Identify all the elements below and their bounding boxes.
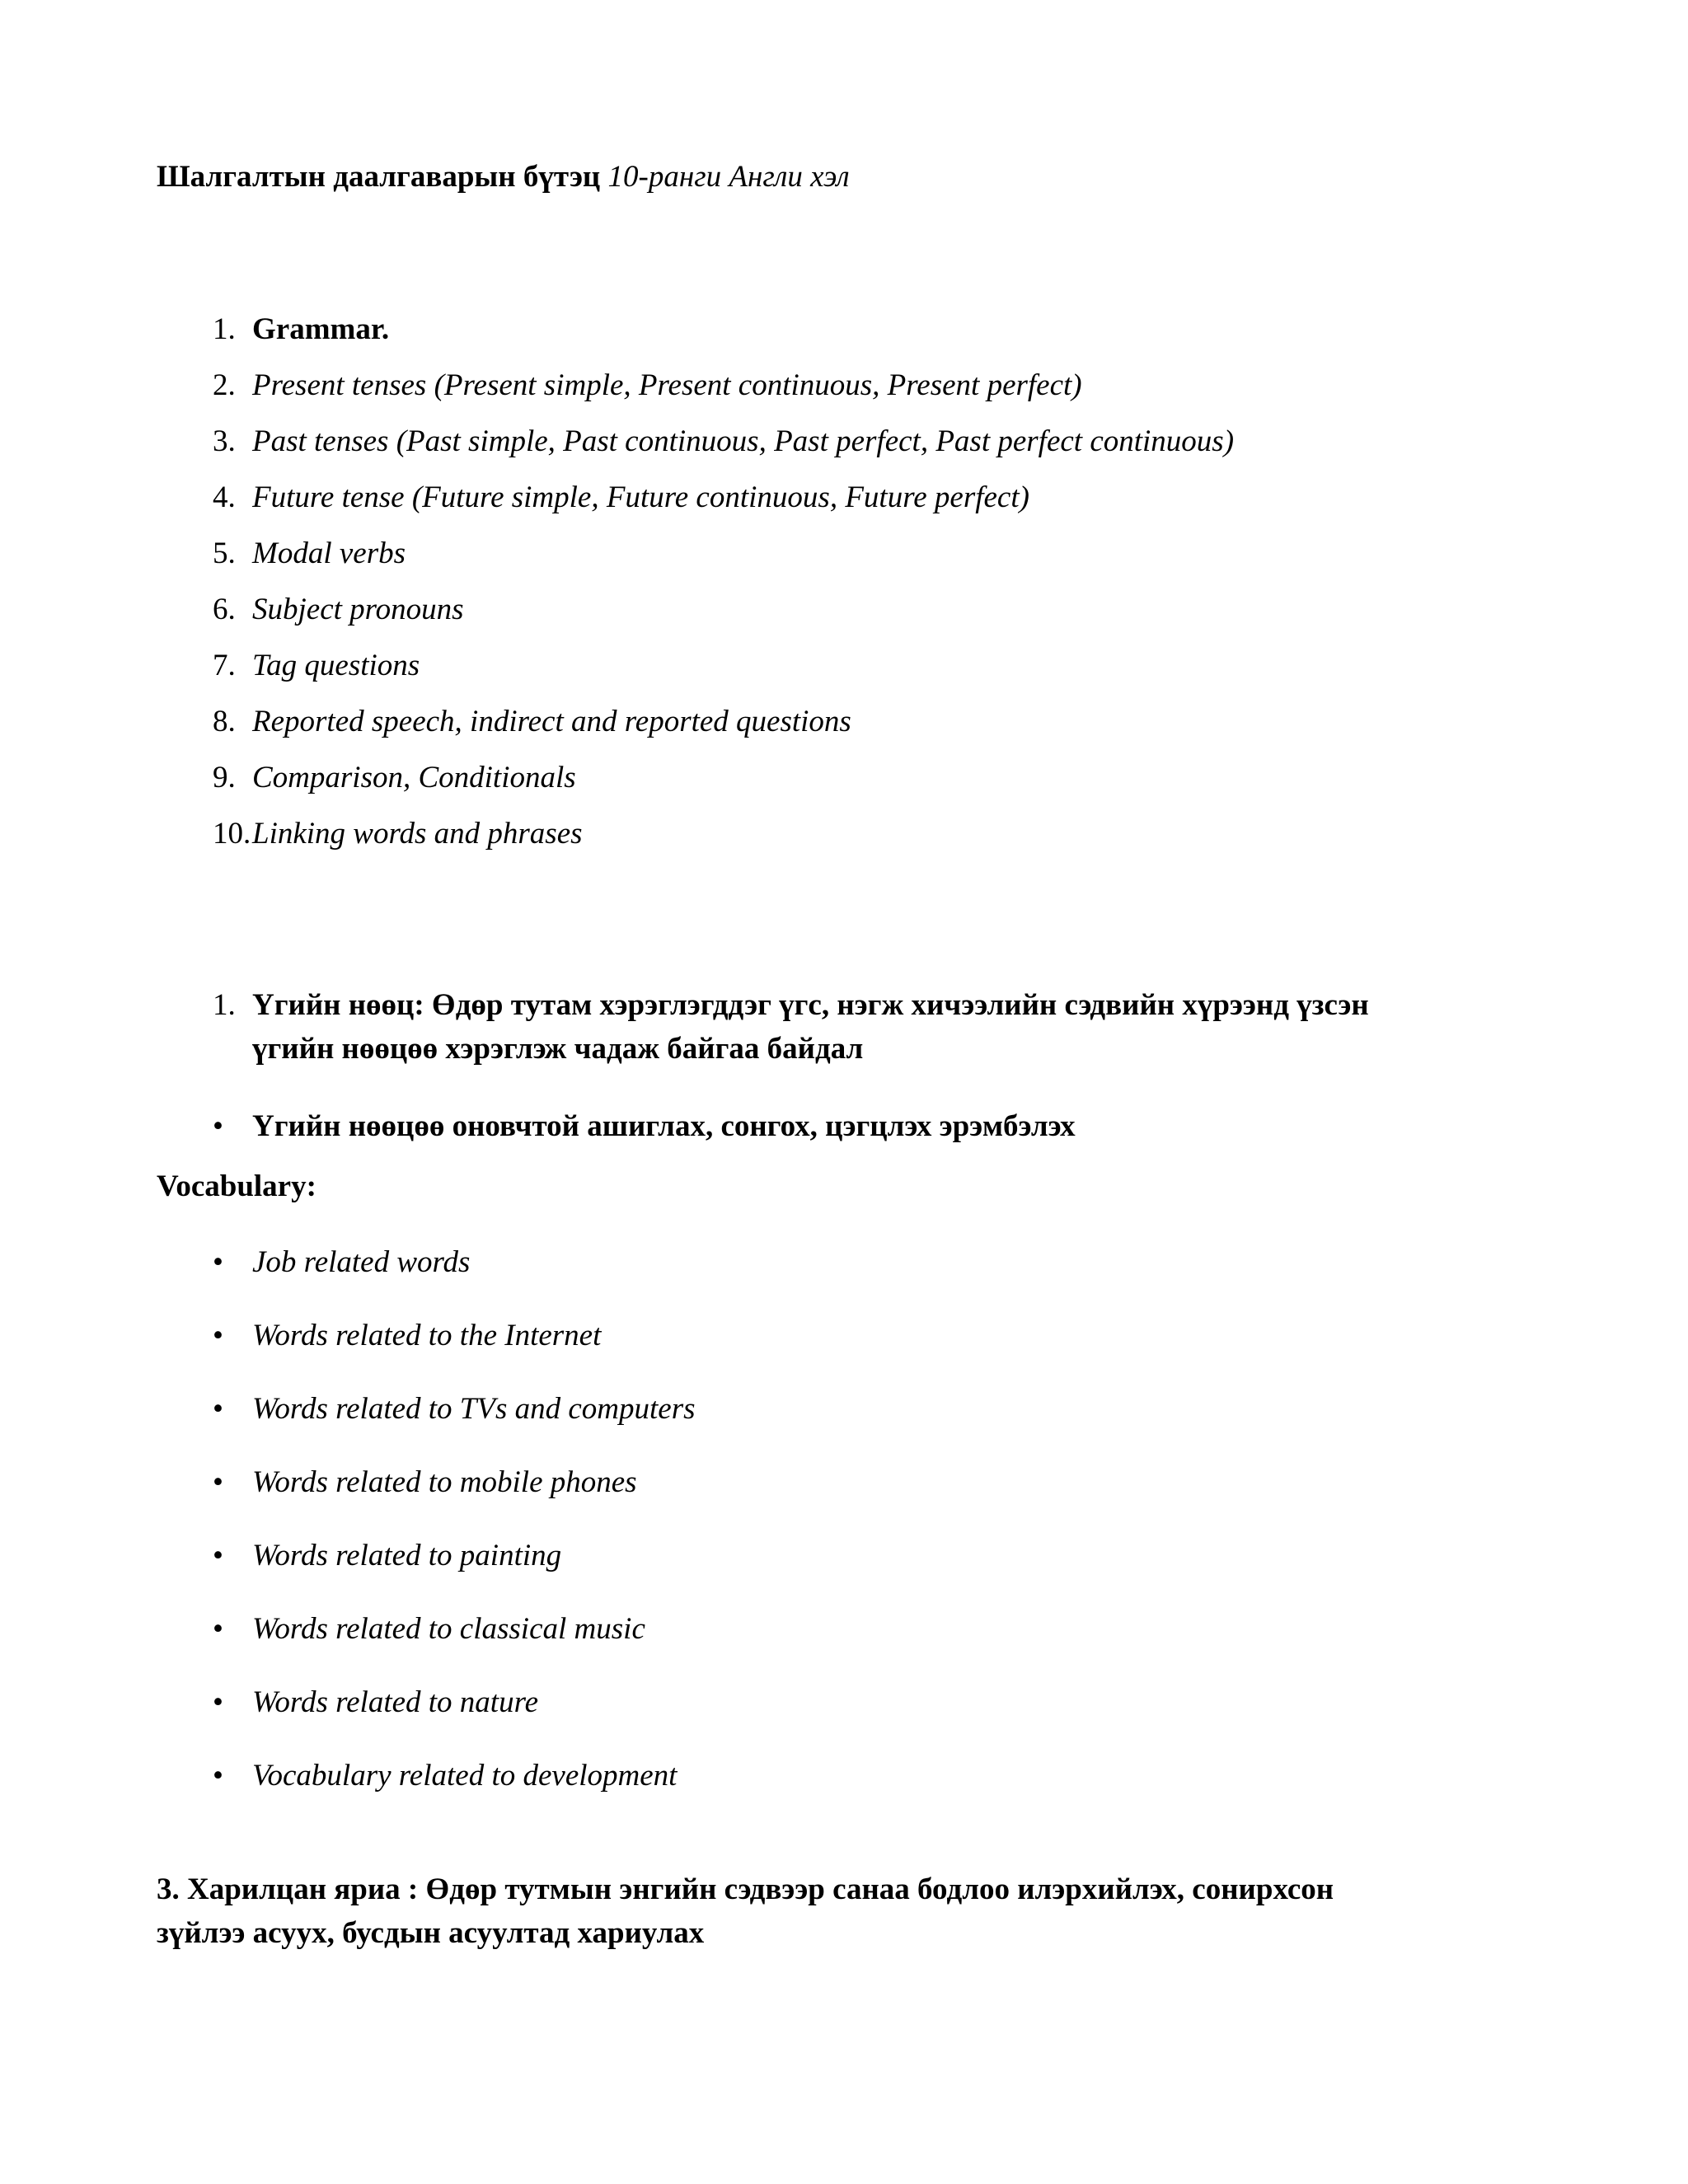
list-number: 10. bbox=[213, 817, 251, 851]
bullet-icon: • bbox=[213, 1612, 223, 1646]
title-italic: 10-ранги Англи хэл bbox=[607, 160, 850, 194]
list-item: Words related to nature bbox=[252, 1685, 539, 1719]
page-title bbox=[157, 157, 850, 198]
bullet-icon: • bbox=[213, 1539, 223, 1572]
list-item: Job related words bbox=[252, 1245, 471, 1279]
bullet-icon: • bbox=[213, 1685, 223, 1719]
speaking-heading-line1: 3. Харилцан яриа : Өдөр тутмын энгийн сэдвээр санаа бодлоо илэрхийлэх, сонирхсон bbox=[157, 1872, 1334, 1906]
list-item: Words related to painting bbox=[252, 1539, 562, 1572]
bullet-icon: • bbox=[213, 1392, 223, 1426]
list-item: Words related to classical music bbox=[252, 1612, 645, 1646]
list-number: 2. bbox=[213, 368, 236, 402]
list-item: Past tenses (Past simple, Past continuous, Past perfect, Past perfect continuous) bbox=[252, 424, 1235, 458]
list-number: 7. bbox=[213, 649, 236, 682]
bullet-icon: • bbox=[213, 1319, 223, 1352]
bullet-icon: • bbox=[213, 1759, 223, 1793]
bullet-icon: • bbox=[213, 1465, 223, 1499]
list-number: 5. bbox=[213, 537, 236, 570]
bullet-text: Үгийн нөөцөө оновчтой ашиглах, сонгох, цэгцлэх эрэмбэлэх bbox=[252, 1109, 1076, 1143]
list-item: Words related to mobile phones bbox=[252, 1465, 637, 1499]
list-item: Words related to TVs and computers bbox=[252, 1392, 696, 1426]
list-item: Present tenses (Present simple, Present continuous, Present perfect) bbox=[252, 368, 1082, 402]
list-number: 9. bbox=[213, 761, 236, 794]
list-number: 3. bbox=[213, 424, 236, 458]
list-item: Words related to the Internet bbox=[252, 1319, 602, 1352]
list-number: 1. bbox=[213, 312, 236, 346]
list-item: Subject pronouns bbox=[252, 593, 464, 626]
list-item: Modal verbs bbox=[252, 537, 406, 570]
list-item: Vocabulary related to development bbox=[252, 1759, 678, 1793]
speaking-heading-line2: зүйлээ асуух, бусдын асуултад хариулах bbox=[157, 1916, 705, 1950]
title-bold: Шалгалтын даалгаварын бүтэц bbox=[157, 160, 601, 194]
list-item: Reported speech, indirect and reported questions bbox=[252, 705, 851, 738]
list-number: 8. bbox=[213, 705, 236, 738]
bullet-icon: • bbox=[213, 1245, 223, 1279]
section-heading-line1: Үгийн нөөц: Өдөр тутам хэрэглэгддэг үгс, нэгж хичээлийн сэдвийн хүрээнд үзсэн bbox=[252, 988, 1369, 1022]
vocabulary-label: Vocabulary: bbox=[157, 1169, 316, 1203]
list-item: Tag questions bbox=[252, 649, 420, 682]
section-heading-line2: үгийн нөөцөө хэрэглэж чадаж байгаа байдал bbox=[252, 1032, 864, 1066]
section-number: 1. bbox=[213, 988, 236, 1022]
list-number: 6. bbox=[213, 593, 236, 626]
list-item: Comparison, Conditionals bbox=[252, 761, 576, 794]
bullet-icon: • bbox=[213, 1109, 223, 1143]
list-item: Linking words and phrases bbox=[252, 817, 583, 851]
list-number: 4. bbox=[213, 480, 236, 514]
list-item: Grammar. bbox=[252, 312, 390, 346]
list-item: Future tense (Future simple, Future continuous, Future perfect) bbox=[252, 480, 1029, 514]
